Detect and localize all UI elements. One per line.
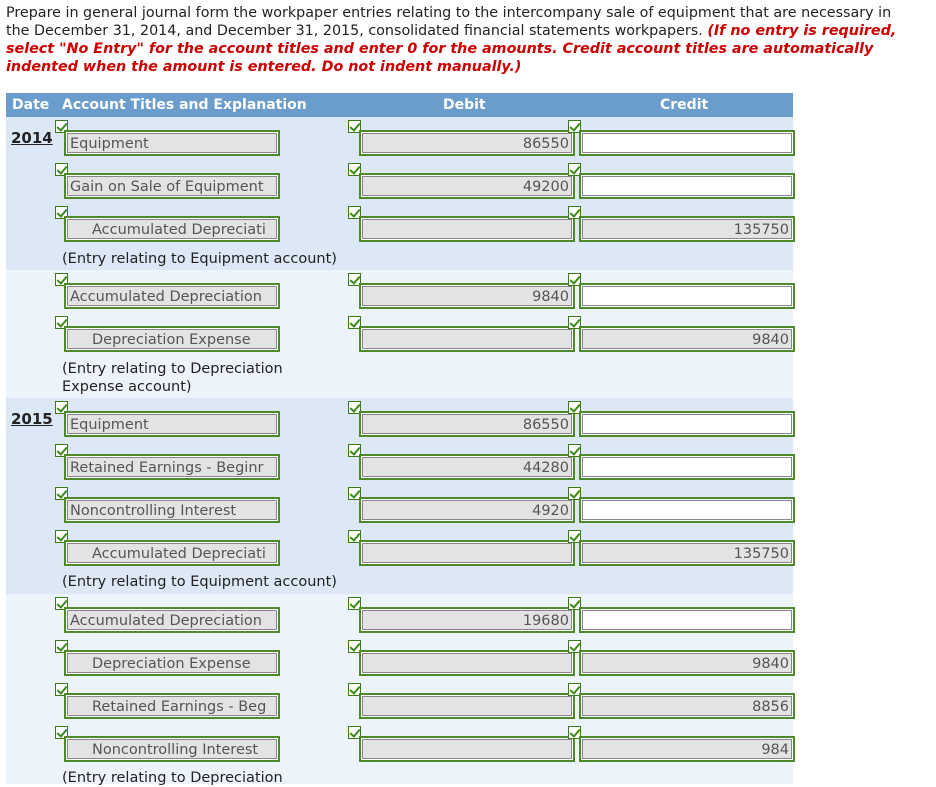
header-credit: Credit — [660, 97, 709, 113]
entry-note-line: Expense account) — [62, 379, 192, 395]
debit-value: 44280 — [362, 457, 572, 477]
journal-row — [6, 117, 793, 160]
entry-note: (Entry relating to Equipment account) — [62, 574, 337, 590]
instruction-line-2-plain: the December 31, 2014, and December 31, 2015, consolidated financial statements workpapers. — [6, 23, 708, 39]
debit-input[interactable] — [359, 693, 575, 719]
journal-row — [6, 313, 793, 356]
credit-value: 135750 — [582, 543, 792, 563]
account-value: Depreciation Expense — [67, 329, 277, 349]
entry-2015-equipment — [6, 398, 793, 594]
instruction-line-2 — [6, 22, 936, 40]
credit-value: 984 — [582, 739, 792, 759]
journal-row — [6, 637, 793, 680]
entry-note: (Entry relating to Equipment account) — [62, 251, 337, 267]
account-value: Accumulated Depreciati — [67, 219, 277, 239]
credit-value: 135750 — [582, 219, 792, 239]
account-select[interactable] — [64, 130, 280, 156]
debit-input[interactable] — [359, 130, 575, 156]
year-2015: 2015 — [11, 410, 53, 428]
journal-table-header — [6, 93, 793, 117]
credit-input[interactable] — [579, 736, 795, 762]
entry-note — [62, 360, 283, 396]
account-value: Accumulated Depreciation — [67, 610, 277, 630]
debit-input[interactable] — [359, 607, 575, 633]
account-select[interactable] — [64, 173, 280, 199]
journal-row — [6, 484, 793, 527]
header-date: Date — [12, 97, 50, 113]
account-select[interactable] — [64, 283, 280, 309]
debit-input[interactable] — [359, 454, 575, 480]
debit-value: 49200 — [362, 176, 572, 196]
credit-value — [582, 176, 792, 196]
debit-value: 86550 — [362, 414, 572, 434]
debit-value — [362, 696, 572, 716]
credit-value: 9840 — [582, 329, 792, 349]
year-2014: 2014 — [11, 129, 53, 147]
journal-row — [6, 398, 793, 441]
account-value: Equipment — [67, 133, 277, 153]
debit-value: 19680 — [362, 610, 572, 630]
debit-value: 86550 — [362, 133, 572, 153]
debit-value — [362, 653, 572, 673]
account-select[interactable] — [64, 216, 280, 242]
entry-2014-depreciation — [6, 270, 793, 398]
account-select[interactable] — [64, 650, 280, 676]
credit-input[interactable] — [579, 283, 795, 309]
account-select[interactable] — [64, 411, 280, 437]
account-value: Gain on Sale of Equipment — [67, 176, 277, 196]
credit-input[interactable] — [579, 693, 795, 719]
debit-input[interactable] — [359, 216, 575, 242]
credit-value — [582, 610, 792, 630]
account-select[interactable] — [64, 454, 280, 480]
instructions — [6, 4, 936, 76]
journal-row — [6, 723, 793, 766]
journal-row — [6, 527, 793, 570]
header-account: Account Titles and Explanation — [62, 97, 307, 113]
debit-value — [362, 219, 572, 239]
journal-row — [6, 270, 793, 313]
credit-input[interactable] — [579, 411, 795, 437]
account-select[interactable] — [64, 326, 280, 352]
credit-input[interactable] — [579, 497, 795, 523]
debit-value: 4920 — [362, 500, 572, 520]
entry-2015-depreciation — [6, 594, 793, 784]
instruction-line-2-red: (If no entry is required, — [707, 23, 897, 39]
credit-value — [582, 500, 792, 520]
debit-input[interactable] — [359, 283, 575, 309]
account-select[interactable] — [64, 693, 280, 719]
account-select[interactable] — [64, 540, 280, 566]
entry-note-line: (Entry relating to Depreciation — [62, 361, 283, 377]
account-value: Accumulated Depreciation — [67, 286, 277, 306]
debit-input[interactable] — [359, 650, 575, 676]
entry-note: (Entry relating to Depreciation — [62, 770, 283, 786]
instruction-line-4: indented when the amount is entered. Do not indent manually.) — [6, 59, 522, 75]
journal-row — [6, 441, 793, 484]
debit-value: 9840 — [362, 286, 572, 306]
credit-value: 8856 — [582, 696, 792, 716]
journal-row — [6, 594, 793, 637]
credit-value — [582, 286, 792, 306]
credit-value — [582, 457, 792, 477]
credit-value: 9840 — [582, 653, 792, 673]
debit-input[interactable] — [359, 411, 575, 437]
debit-input[interactable] — [359, 497, 575, 523]
debit-input[interactable] — [359, 736, 575, 762]
account-value: Depreciation Expense — [67, 653, 277, 673]
credit-input[interactable] — [579, 173, 795, 199]
journal-row — [6, 680, 793, 723]
credit-input[interactable] — [579, 540, 795, 566]
instruction-line-1: Prepare in general journal form the workpaper entries relating to the intercompany sale of equipment that are necessary in — [6, 5, 892, 21]
header-debit: Debit — [443, 97, 486, 113]
account-select[interactable] — [64, 736, 280, 762]
account-select[interactable] — [64, 497, 280, 523]
debit-value — [362, 739, 572, 759]
credit-input[interactable] — [579, 130, 795, 156]
debit-value — [362, 543, 572, 563]
account-value: Retained Earnings - Beg — [67, 696, 277, 716]
credit-input[interactable] — [579, 650, 795, 676]
account-select[interactable] — [64, 607, 280, 633]
account-value: Retained Earnings - Beginr — [67, 457, 277, 477]
debit-input[interactable] — [359, 173, 575, 199]
journal-row — [6, 203, 793, 246]
journal-row — [6, 160, 793, 203]
credit-input[interactable] — [579, 326, 795, 352]
credit-input[interactable] — [579, 216, 795, 242]
account-value: Noncontrolling Interest — [67, 739, 277, 759]
credit-value — [582, 133, 792, 153]
debit-input[interactable] — [359, 540, 575, 566]
entry-2014-equipment — [6, 117, 793, 270]
credit-value — [582, 414, 792, 434]
account-value: Accumulated Depreciati — [67, 543, 277, 563]
credit-input[interactable] — [579, 607, 795, 633]
debit-value — [362, 329, 572, 349]
account-value: Equipment — [67, 414, 277, 434]
account-value: Noncontrolling Interest — [67, 500, 277, 520]
instruction-line-3: select "No Entry" for the account titles and enter 0 for the amounts. Credit account titles are automatically — [6, 41, 874, 57]
credit-input[interactable] — [579, 454, 795, 480]
debit-input[interactable] — [359, 326, 575, 352]
